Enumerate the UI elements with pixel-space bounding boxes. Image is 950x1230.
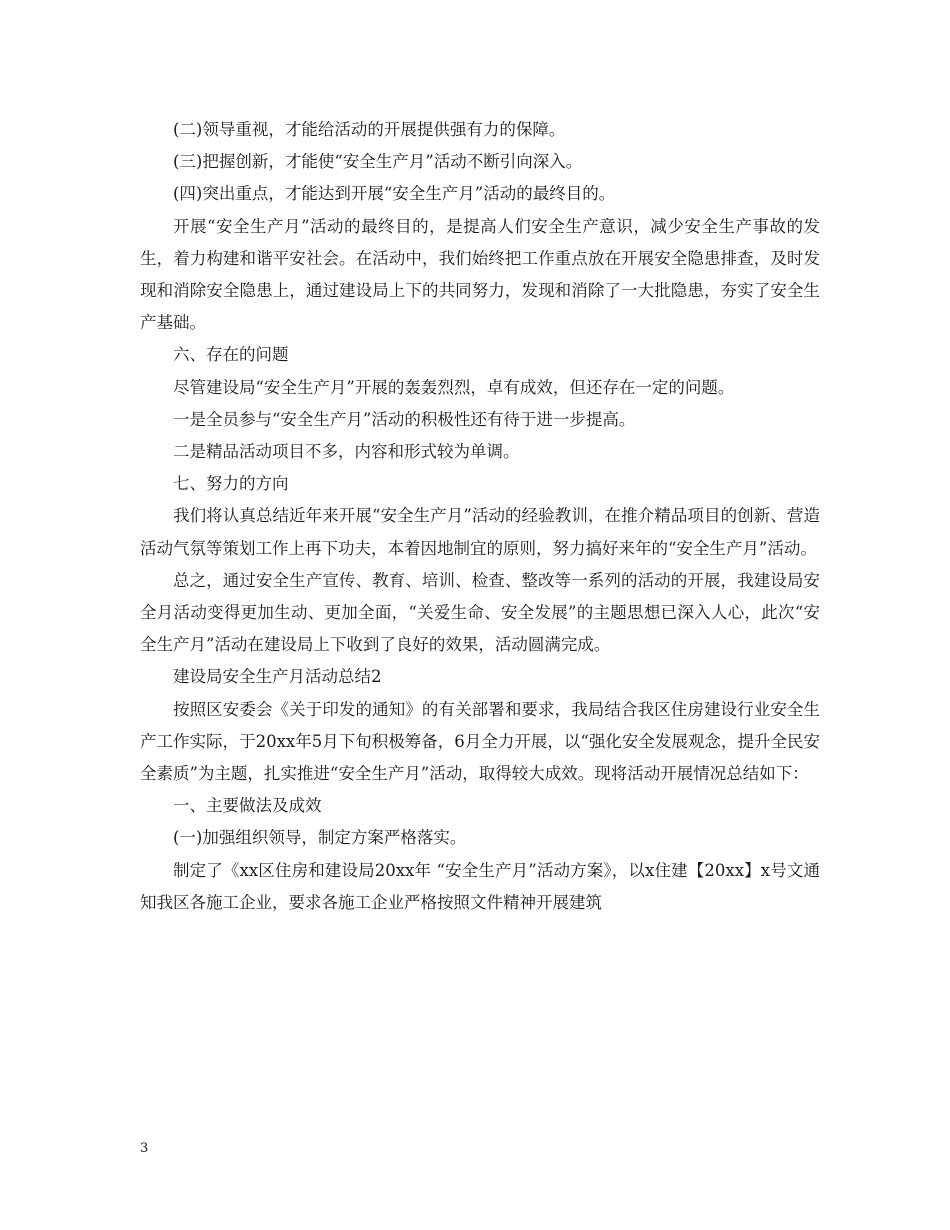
paragraph: (四)突出重点，才能达到开展“安全生产月”活动的最终目的。 xyxy=(173,184,616,204)
paragraph: 一是全员参与“安全生产月”活动的积极性还有待于进一步提高。 xyxy=(173,409,636,429)
subsection-heading: (一)加强组织领导，制定方案严格落实。 xyxy=(173,828,467,848)
document-body xyxy=(140,114,820,919)
section-heading: 六、存在的问题 xyxy=(173,345,289,365)
paragraph: (三)把握创新，才能使“安全生产月”活动不断引向深入。 xyxy=(173,152,583,172)
paragraph: 二是精品活动项目不多，内容和形式较为单调。 xyxy=(173,442,520,462)
paragraph: (二)领导重视，才能给活动的开展提供强有力的保障。 xyxy=(173,120,566,139)
paragraph: 按照区安委会《关于印发的通知》的有关部署和要求，我局结合我区住房建设行业安全生产工作实际，于20xx年5月下旬积极筹备，6月全力开展，以“强化安全发展观念，提升全民安全素质”为主题，扎实推进“安全生产月”活动，取得较大成效。现将活动开展情况总结如下： xyxy=(140,699,820,784)
document-title: 建设局安全生产月活动总结2 xyxy=(173,667,382,687)
paragraph: 我们将认真总结近年来开展“安全生产月”活动的经验教训，在推介精品项目的创新、营造活动气氛等策划工作上再下功夫，本着因地制宜的原则，努力搞好来年的“安全生产月”活动。 xyxy=(140,506,820,558)
paragraph: 总之，通过安全生产宣传、教育、培训、检查、整改等一系列的活动的开展，我建设局安全月活动变得更加生动、更加全面，“关爱生命、安全发展”的主题思想已深入人心，此次“安全生产月”活动在建设局上下收到了良好的效果，活动圆满完成。 xyxy=(140,570,820,655)
page-number: 3 xyxy=(140,1141,149,1156)
paragraph: 制定了《xx区住房和建设局20xx年 “安全生产月”活动方案》，以x住建【20xx】x号文通知我区各施工企业，要求各施工企业严格按照文件精神开展建筑 xyxy=(140,860,820,912)
paragraph: 开展“安全生产月”活动的最终目的，是提高人们安全生产意识，减少安全生产事故的发生，着力构建和谐平安社会。在活动中，我们始终把工作重点放在开展安全隐患排查，及时发现和消除安全隐患上，通过建设局上下的共同努力，发现和消除了一大批隐患，夯实了安全生产基础。 xyxy=(140,216,820,333)
section-heading: 一、主要做法及成效 xyxy=(173,796,322,816)
section-heading: 七、努力的方向 xyxy=(173,474,289,494)
paragraph: 尽管建设局“安全生产月”开展的轰轰烈烈，卓有成效，但还存在一定的问题。 xyxy=(173,377,735,397)
